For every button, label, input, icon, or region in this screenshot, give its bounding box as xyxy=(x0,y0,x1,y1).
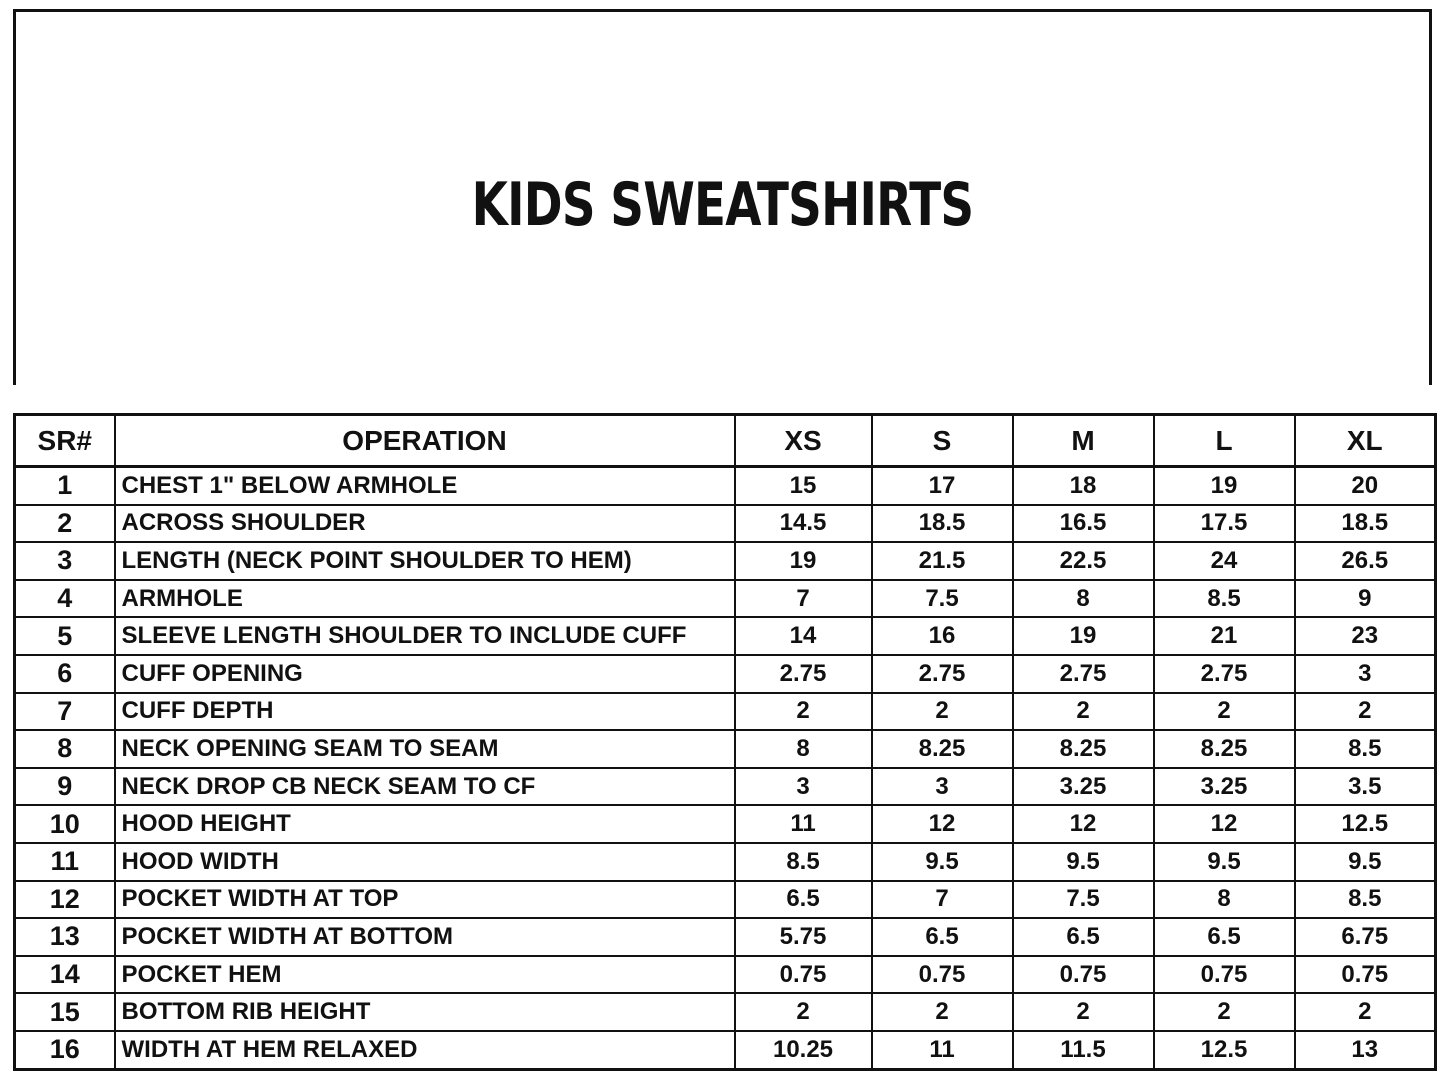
table-row xyxy=(15,580,1436,618)
table-body xyxy=(15,467,1436,1070)
m-cell: 11.5 xyxy=(1013,1031,1154,1069)
xs-cell: 0.75 xyxy=(735,956,872,994)
xs-cell: 15 xyxy=(735,467,872,505)
s-cell: 2 xyxy=(872,993,1013,1031)
m-cell: 2.75 xyxy=(1013,655,1154,693)
sr-cell: 8 xyxy=(15,730,115,768)
xl-cell: 23 xyxy=(1295,617,1436,655)
table-row xyxy=(15,617,1436,655)
xs-cell: 7 xyxy=(735,580,872,618)
sr-cell: 12 xyxy=(15,881,115,919)
xs-cell: 10.25 xyxy=(735,1031,872,1069)
operation-cell: LENGTH (NECK POINT SHOULDER TO HEM) xyxy=(115,542,735,580)
table-row xyxy=(15,542,1436,580)
header-operation: OPERATION xyxy=(115,415,735,467)
operation-cell: POCKET HEM xyxy=(115,956,735,994)
l-cell: 6.5 xyxy=(1154,918,1295,956)
m-cell: 2 xyxy=(1013,993,1154,1031)
xs-cell: 6.5 xyxy=(735,881,872,919)
m-cell: 9.5 xyxy=(1013,843,1154,881)
xs-cell: 19 xyxy=(735,542,872,580)
header-size-s: S xyxy=(872,415,1013,467)
l-cell: 2 xyxy=(1154,993,1295,1031)
l-cell: 12 xyxy=(1154,805,1295,843)
size-chart-table xyxy=(13,413,1437,1071)
m-cell: 8.25 xyxy=(1013,730,1154,768)
xs-cell: 11 xyxy=(735,805,872,843)
l-cell: 19 xyxy=(1154,467,1295,505)
sr-cell: 9 xyxy=(15,768,115,806)
sr-cell: 14 xyxy=(15,956,115,994)
operation-cell: HOOD WIDTH xyxy=(115,843,735,881)
operation-cell: CUFF OPENING xyxy=(115,655,735,693)
table-row xyxy=(15,843,1436,881)
l-cell: 9.5 xyxy=(1154,843,1295,881)
header-size-l: L xyxy=(1154,415,1295,467)
header-sr: SR# xyxy=(15,415,115,467)
xl-cell: 2 xyxy=(1295,993,1436,1031)
sr-cell: 11 xyxy=(15,843,115,881)
xl-cell: 6.75 xyxy=(1295,918,1436,956)
s-cell: 7 xyxy=(872,881,1013,919)
xl-cell: 26.5 xyxy=(1295,542,1436,580)
s-cell: 9.5 xyxy=(872,843,1013,881)
operation-cell: NECK DROP CB NECK SEAM TO CF xyxy=(115,768,735,806)
operation-cell: NECK OPENING SEAM TO SEAM xyxy=(115,730,735,768)
table-row xyxy=(15,768,1436,806)
s-cell: 18.5 xyxy=(872,505,1013,543)
operation-cell: CUFF DEPTH xyxy=(115,693,735,731)
table-row xyxy=(15,1031,1436,1069)
l-cell: 3.25 xyxy=(1154,768,1295,806)
s-cell: 21.5 xyxy=(872,542,1013,580)
xs-cell: 2 xyxy=(735,693,872,731)
table-row xyxy=(15,993,1436,1031)
l-cell: 24 xyxy=(1154,542,1295,580)
m-cell: 18 xyxy=(1013,467,1154,505)
xl-cell: 2 xyxy=(1295,693,1436,731)
operation-cell: SLEEVE LENGTH SHOULDER TO INCLUDE CUFF xyxy=(115,617,735,655)
xl-cell: 8.5 xyxy=(1295,730,1436,768)
m-cell: 0.75 xyxy=(1013,956,1154,994)
table-row xyxy=(15,881,1436,919)
table-row xyxy=(15,805,1436,843)
operation-cell: POCKET WIDTH AT TOP xyxy=(115,881,735,919)
title-box xyxy=(13,9,1432,385)
operation-cell: POCKET WIDTH AT BOTTOM xyxy=(115,918,735,956)
s-cell: 6.5 xyxy=(872,918,1013,956)
l-cell: 2 xyxy=(1154,693,1295,731)
operation-cell: HOOD HEIGHT xyxy=(115,805,735,843)
m-cell: 22.5 xyxy=(1013,542,1154,580)
m-cell: 16.5 xyxy=(1013,505,1154,543)
m-cell: 19 xyxy=(1013,617,1154,655)
xl-cell: 9 xyxy=(1295,580,1436,618)
l-cell: 21 xyxy=(1154,617,1295,655)
xl-cell: 12.5 xyxy=(1295,805,1436,843)
m-cell: 8 xyxy=(1013,580,1154,618)
sr-cell: 10 xyxy=(15,805,115,843)
sr-cell: 3 xyxy=(15,542,115,580)
xl-cell: 8.5 xyxy=(1295,881,1436,919)
table-row xyxy=(15,956,1436,994)
s-cell: 2 xyxy=(872,693,1013,731)
s-cell: 7.5 xyxy=(872,580,1013,618)
table-row xyxy=(15,655,1436,693)
xs-cell: 3 xyxy=(735,768,872,806)
s-cell: 17 xyxy=(872,467,1013,505)
s-cell: 11 xyxy=(872,1031,1013,1069)
table-row xyxy=(15,730,1436,768)
xs-cell: 2 xyxy=(735,993,872,1031)
l-cell: 8 xyxy=(1154,881,1295,919)
l-cell: 2.75 xyxy=(1154,655,1295,693)
l-cell: 0.75 xyxy=(1154,956,1295,994)
xs-cell: 8.5 xyxy=(735,843,872,881)
table-row xyxy=(15,918,1436,956)
page-title: KIDS SWEATSHIRTS xyxy=(471,170,974,240)
xs-cell: 5.75 xyxy=(735,918,872,956)
sr-cell: 6 xyxy=(15,655,115,693)
s-cell: 8.25 xyxy=(872,730,1013,768)
xs-cell: 8 xyxy=(735,730,872,768)
m-cell: 12 xyxy=(1013,805,1154,843)
xl-cell: 3 xyxy=(1295,655,1436,693)
xl-cell: 13 xyxy=(1295,1031,1436,1069)
xl-cell: 20 xyxy=(1295,467,1436,505)
operation-cell: BOTTOM RIB HEIGHT xyxy=(115,993,735,1031)
s-cell: 2.75 xyxy=(872,655,1013,693)
header-size-xl: XL xyxy=(1295,415,1436,467)
xs-cell: 14 xyxy=(735,617,872,655)
s-cell: 3 xyxy=(872,768,1013,806)
header-size-m: M xyxy=(1013,415,1154,467)
operation-cell: ARMHOLE xyxy=(115,580,735,618)
sr-cell: 1 xyxy=(15,467,115,505)
sr-cell: 4 xyxy=(15,580,115,618)
table-header-row xyxy=(15,415,1436,467)
m-cell: 6.5 xyxy=(1013,918,1154,956)
xl-cell: 3.5 xyxy=(1295,768,1436,806)
sr-cell: 16 xyxy=(15,1031,115,1069)
s-cell: 16 xyxy=(872,617,1013,655)
m-cell: 2 xyxy=(1013,693,1154,731)
l-cell: 8.5 xyxy=(1154,580,1295,618)
table-row xyxy=(15,693,1436,731)
l-cell: 17.5 xyxy=(1154,505,1295,543)
xs-cell: 2.75 xyxy=(735,655,872,693)
m-cell: 3.25 xyxy=(1013,768,1154,806)
xl-cell: 18.5 xyxy=(1295,505,1436,543)
m-cell: 7.5 xyxy=(1013,881,1154,919)
sr-cell: 15 xyxy=(15,993,115,1031)
sr-cell: 2 xyxy=(15,505,115,543)
table-row xyxy=(15,467,1436,505)
operation-cell: ACROSS SHOULDER xyxy=(115,505,735,543)
l-cell: 8.25 xyxy=(1154,730,1295,768)
s-cell: 0.75 xyxy=(872,956,1013,994)
operation-cell: WIDTH AT HEM RELAXED xyxy=(115,1031,735,1069)
operation-cell: CHEST 1" BELOW ARMHOLE xyxy=(115,467,735,505)
table-row xyxy=(15,505,1436,543)
l-cell: 12.5 xyxy=(1154,1031,1295,1069)
sr-cell: 5 xyxy=(15,617,115,655)
xl-cell: 9.5 xyxy=(1295,843,1436,881)
sr-cell: 13 xyxy=(15,918,115,956)
sr-cell: 7 xyxy=(15,693,115,731)
s-cell: 12 xyxy=(872,805,1013,843)
header-size-xs: XS xyxy=(735,415,872,467)
xs-cell: 14.5 xyxy=(735,505,872,543)
xl-cell: 0.75 xyxy=(1295,956,1436,994)
